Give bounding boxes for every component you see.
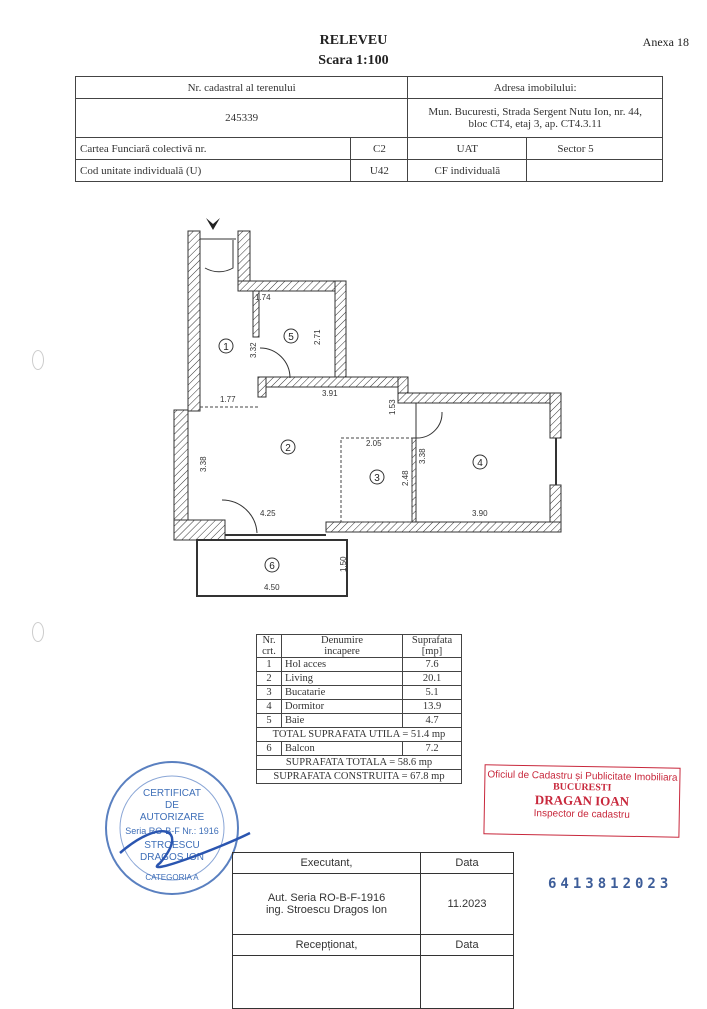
unit-value: U42 [351, 160, 408, 182]
cell: 3 [257, 686, 282, 700]
receptionat-signature [233, 956, 421, 1009]
room-number: 5 [288, 332, 294, 343]
cell: 13.9 [403, 700, 462, 714]
table-row [257, 714, 462, 728]
cell: Balcon [282, 742, 403, 756]
walls [174, 231, 561, 540]
stamp-text: CATEGORIA A [145, 873, 199, 882]
room-number: 6 [269, 561, 275, 572]
date-label: Data [421, 935, 514, 956]
col-header: Suprafata [411, 635, 453, 646]
table-row [257, 700, 462, 714]
stamp-text: DRAGOS ION [140, 852, 204, 863]
col-header: Denumire [321, 635, 363, 646]
door-icon [416, 403, 442, 438]
cell: 7.2 [403, 742, 462, 756]
scale-label: Scara 1:100 [318, 53, 389, 68]
executant-line: ing. Stroescu Dragos Ion [265, 904, 388, 916]
table-row [257, 658, 462, 672]
receptionat-date [421, 956, 514, 1009]
stamp-text: AUTORIZARE [139, 812, 205, 823]
registration-number: 6413812023 [548, 876, 673, 892]
col-header: [mp] [421, 646, 443, 657]
dim-label: 3.38 [199, 456, 208, 472]
col-header: crt. [262, 646, 276, 657]
door-icon [205, 240, 233, 272]
total-utila: TOTAL SUPRAFATA UTILA = 51.4 mp [257, 728, 462, 742]
cell: 6 [257, 742, 282, 756]
cadastral-value: 245339 [76, 99, 408, 138]
door-icon [222, 500, 257, 533]
room-number: 2 [285, 443, 291, 454]
room-number: 4 [477, 458, 483, 469]
stamp-text: STROESCU [144, 840, 200, 851]
dim-label: 1.77 [220, 395, 236, 404]
total-area: SUPRAFATA TOTALA = 58.6 mp [257, 756, 462, 770]
table-row [257, 686, 462, 700]
dim-label: 1.53 [388, 399, 397, 415]
dim-label: 3.32 [249, 342, 258, 358]
date-label: Data [421, 853, 514, 874]
executant-date: 11.2023 [421, 874, 514, 935]
unit-label: Cod unitate individuală (U) [76, 160, 351, 182]
stamp-text: CERTIFICAT [143, 788, 201, 799]
cell: Bucatarie [282, 686, 403, 700]
dim-label: 4.25 [260, 509, 276, 518]
cf-individual-label: CF individuală [408, 160, 527, 182]
built-area: SUPRAFATA CONSTRUITA = 67.8 mp [257, 770, 462, 784]
rooms-table [256, 634, 462, 784]
dim-label: 1.50 [339, 556, 348, 572]
cadastre-office-stamp [483, 764, 680, 837]
signature-table [232, 852, 514, 1009]
receptionat-label: Recepționat, [233, 935, 421, 956]
door-icon [260, 348, 290, 378]
cell: Hol acces [282, 658, 403, 672]
dim-label: 2.48 [401, 470, 410, 486]
uat-label: UAT [408, 138, 527, 160]
col-header: Nr. [262, 635, 276, 646]
dim-label: 2.71 [313, 329, 322, 345]
uat-value: Sector 5 [527, 138, 663, 160]
stamp-text: BUCURESTI [552, 781, 612, 794]
cell: 1 [257, 658, 282, 672]
dim-label: 4.50 [264, 583, 280, 592]
cell: 2 [257, 672, 282, 686]
stamp-text: Inspector de cadastru [533, 808, 630, 821]
dim-label: 2.05 [366, 439, 382, 448]
cell: 4 [257, 700, 282, 714]
cell: 5.1 [403, 686, 462, 700]
cf-label: Cartea Funciară colectivă nr. [76, 138, 351, 160]
executant-line: Aut. Seria RO-B-F-1916 [267, 892, 386, 904]
stamp-text: DE [165, 800, 179, 811]
executant-label: Executant, [233, 853, 421, 874]
room-number: 3 [374, 473, 380, 484]
stamp-text: Seria RO-B-F Nr.: 1916 [125, 826, 219, 836]
table-row [257, 672, 462, 686]
cell: Baie [282, 714, 403, 728]
col-header: incapere [324, 646, 360, 657]
cf-value: C2 [351, 138, 408, 160]
cadastral-label: Nr. cadastral al terenului [76, 77, 408, 99]
address-label: Adresa imobilului: [408, 77, 663, 99]
dim-label: 1.74 [255, 293, 271, 302]
dim-label: 3.90 [472, 509, 488, 518]
annex-label: Anexa 18 [642, 35, 689, 49]
page-title: RELEVEU [319, 33, 388, 48]
address-line1: Mun. Bucuresti, Strada Sergent Nutu Ion, nr. 44, [428, 106, 642, 118]
dim-label: 3.38 [418, 448, 427, 464]
cell: 4.7 [403, 714, 462, 728]
cell: Dormitor [282, 700, 403, 714]
dim-label: 3.91 [322, 389, 338, 398]
room-number: 1 [223, 342, 229, 353]
stamp-text: DRAGAN IOAN [534, 792, 630, 809]
cell: 5 [257, 714, 282, 728]
table-row [257, 742, 462, 756]
cell: 7.6 [403, 658, 462, 672]
stamp-text: Oficiul de Cadastru și Publicitate Imobiliara [487, 769, 678, 784]
entrance-arrow-icon [206, 218, 220, 230]
address-line2: bloc CT4, etaj 3, ap. CT4.3.11 [468, 118, 602, 130]
cell: 20.1 [403, 672, 462, 686]
cell: Living [282, 672, 403, 686]
